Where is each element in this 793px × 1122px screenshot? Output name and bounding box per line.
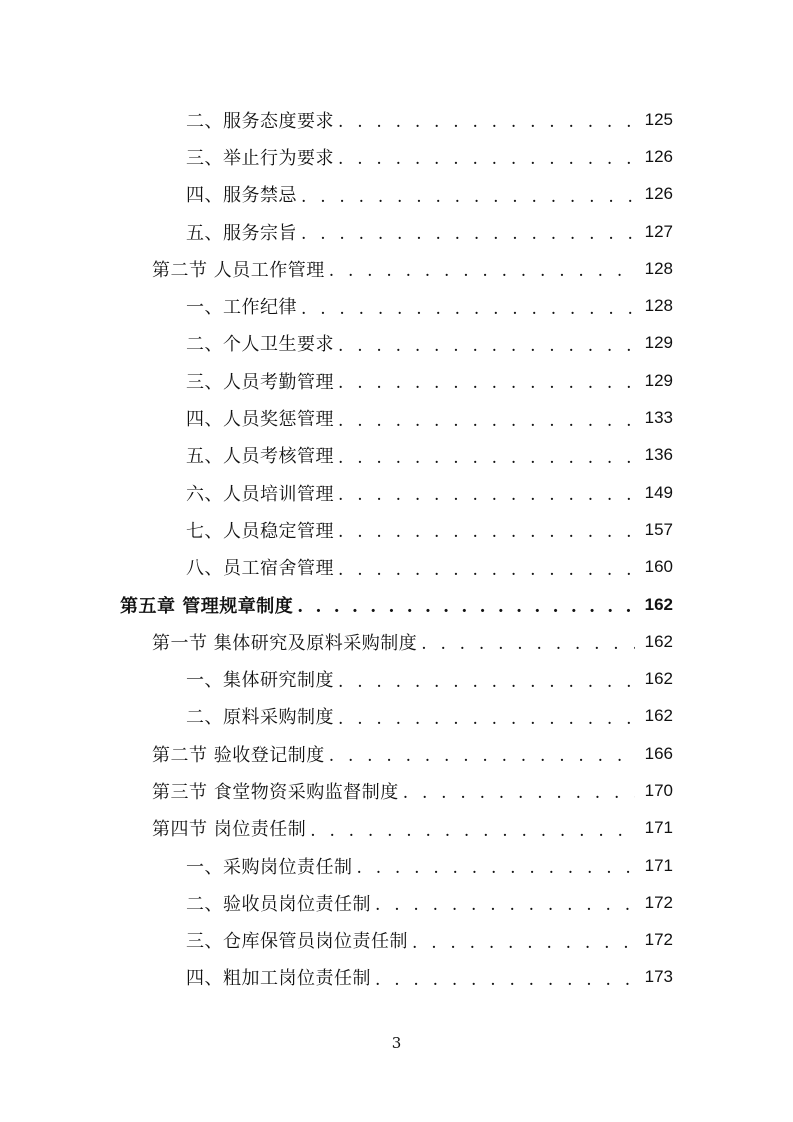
toc-dot-leader bbox=[338, 338, 635, 355]
toc-entry-page: 162 bbox=[644, 669, 673, 689]
toc-entry[interactable] bbox=[0, 511, 793, 548]
toc-entry-title: 第五章 管理规章制度 bbox=[120, 595, 294, 617]
toc-entry-page: 129 bbox=[644, 333, 673, 353]
toc-section-entry[interactable] bbox=[0, 250, 793, 287]
toc-dot-leader bbox=[375, 972, 635, 989]
toc-entry-page: 162 bbox=[644, 706, 673, 726]
toc-section-entry[interactable] bbox=[0, 772, 793, 809]
toc-entry-title: 四、服务禁忌 bbox=[186, 185, 297, 207]
toc-dot-leader bbox=[338, 674, 635, 691]
toc-dot-leader bbox=[338, 114, 635, 131]
toc-entry[interactable] bbox=[0, 138, 793, 175]
toc-dot-leader bbox=[338, 711, 635, 728]
toc-entry-title: 第四节 岗位责任制 bbox=[152, 819, 307, 841]
toc-entry[interactable] bbox=[0, 287, 793, 324]
toc-entry-title: 二、原料采购制度 bbox=[186, 707, 334, 729]
toc-section-entry[interactable] bbox=[0, 735, 793, 772]
toc-entry-page: 171 bbox=[644, 818, 673, 838]
toc-dot-leader bbox=[403, 785, 635, 802]
toc-entry[interactable] bbox=[0, 698, 793, 735]
toc-entry-title: 二、验收员岗位责任制 bbox=[186, 893, 371, 915]
toc-dot-leader bbox=[338, 375, 635, 392]
toc-entry-page: 125 bbox=[644, 109, 673, 129]
toc-dot-leader bbox=[338, 487, 635, 504]
toc-entry-title: 四、人员奖惩管理 bbox=[186, 409, 334, 431]
toc-entry-page: 129 bbox=[644, 370, 673, 390]
toc-entry-title: 三、举止行为要求 bbox=[186, 147, 334, 169]
toc-entry-title: 四、粗加工岗位责任制 bbox=[186, 968, 371, 990]
toc-entry[interactable] bbox=[0, 399, 793, 436]
toc-entry[interactable] bbox=[0, 922, 793, 959]
toc-entry-page: 157 bbox=[644, 519, 673, 539]
toc-dot-leader bbox=[338, 413, 635, 430]
toc-entry-page: 160 bbox=[644, 557, 673, 577]
toc-entry[interactable] bbox=[0, 549, 793, 586]
toc-entry-page: 171 bbox=[644, 855, 673, 875]
toc-entry-title: 七、人员稳定管理 bbox=[186, 520, 334, 542]
toc-dot-leader bbox=[375, 897, 635, 914]
toc-dot-leader bbox=[301, 226, 635, 243]
toc-entry[interactable] bbox=[0, 362, 793, 399]
toc-dot-leader bbox=[338, 562, 635, 579]
toc-entry-title: 一、集体研究制度 bbox=[186, 670, 334, 692]
toc-dot-leader bbox=[297, 599, 635, 616]
toc-entry-title: 第三节 食堂物资采购监督制度 bbox=[152, 781, 399, 803]
toc-entry-title: 一、采购岗位责任制 bbox=[186, 856, 353, 878]
toc-entry-page: 126 bbox=[644, 184, 673, 204]
table-of-contents bbox=[0, 101, 793, 996]
toc-entry-title: 一、工作纪律 bbox=[186, 297, 297, 319]
toc-entry-page: 172 bbox=[644, 892, 673, 912]
toc-entry-page: 166 bbox=[644, 743, 673, 763]
toc-entry-page: 149 bbox=[644, 482, 673, 502]
toc-entry-title: 六、人员培训管理 bbox=[186, 483, 334, 505]
toc-dot-leader bbox=[301, 301, 635, 318]
toc-entry-title: 第二节 人员工作管理 bbox=[152, 259, 325, 281]
toc-dot-leader bbox=[301, 189, 635, 206]
toc-entry-title: 三、仓库保管员岗位责任制 bbox=[186, 931, 408, 953]
toc-dot-leader bbox=[310, 823, 635, 840]
toc-entry[interactable] bbox=[0, 437, 793, 474]
toc-entry-page: 126 bbox=[644, 146, 673, 166]
toc-entry-page: 127 bbox=[644, 221, 673, 241]
toc-entry-page: 133 bbox=[644, 408, 673, 428]
toc-entry-title: 三、人员考勤管理 bbox=[186, 371, 334, 393]
toc-section-entry[interactable] bbox=[0, 810, 793, 847]
toc-entry-page: 136 bbox=[644, 445, 673, 465]
toc-entry-page: 172 bbox=[644, 930, 673, 950]
toc-dot-leader bbox=[412, 935, 635, 952]
toc-dot-leader bbox=[421, 636, 635, 653]
toc-entry[interactable] bbox=[0, 325, 793, 362]
toc-entry[interactable] bbox=[0, 474, 793, 511]
toc-entry[interactable] bbox=[0, 884, 793, 921]
toc-entry-title: 五、人员考核管理 bbox=[186, 446, 334, 468]
toc-dot-leader bbox=[338, 151, 635, 168]
toc-entry-title: 二、个人卫生要求 bbox=[186, 334, 334, 356]
toc-entry-title: 五、服务宗旨 bbox=[186, 222, 297, 244]
toc-entry-title: 二、服务态度要求 bbox=[186, 110, 334, 132]
toc-entry-title: 八、员工宿舍管理 bbox=[186, 558, 334, 580]
toc-chapter-entry[interactable] bbox=[0, 586, 793, 623]
toc-entry[interactable] bbox=[0, 660, 793, 697]
toc-entry-title: 第二节 验收登记制度 bbox=[152, 744, 325, 766]
toc-entry-page: 173 bbox=[644, 967, 673, 987]
toc-entry-page: 170 bbox=[644, 780, 673, 800]
toc-dot-leader bbox=[329, 748, 635, 765]
toc-entry-page: 128 bbox=[644, 296, 673, 316]
toc-entry-title: 第一节 集体研究及原料采购制度 bbox=[152, 632, 418, 654]
toc-entry[interactable] bbox=[0, 847, 793, 884]
toc-entry-page: 162 bbox=[644, 594, 673, 614]
toc-entry-page: 162 bbox=[644, 631, 673, 651]
toc-entry-page: 128 bbox=[644, 258, 673, 278]
toc-entry[interactable] bbox=[0, 176, 793, 213]
toc-dot-leader bbox=[338, 524, 635, 541]
toc-section-entry[interactable] bbox=[0, 623, 793, 660]
toc-dot-leader bbox=[329, 263, 635, 280]
toc-dot-leader bbox=[338, 450, 635, 467]
page-number: 3 bbox=[391, 1034, 402, 1052]
toc-entry[interactable] bbox=[0, 213, 793, 250]
toc-dot-leader bbox=[357, 860, 636, 877]
toc-entry[interactable] bbox=[0, 101, 793, 138]
toc-entry[interactable] bbox=[0, 959, 793, 996]
